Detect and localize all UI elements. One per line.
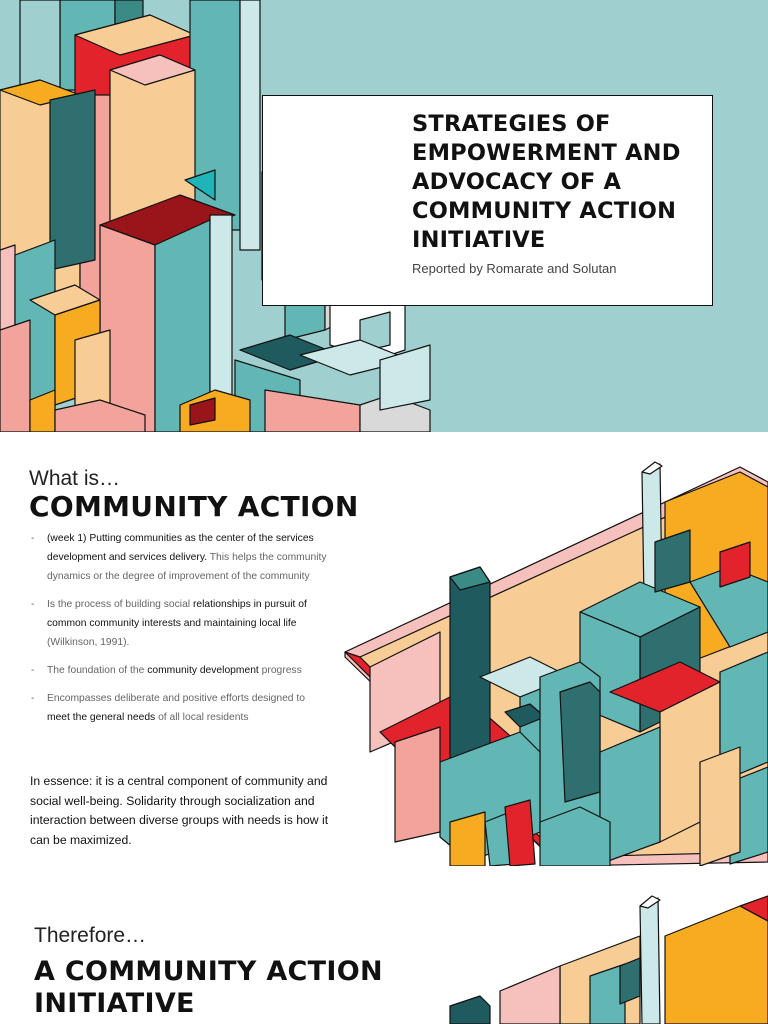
- what-is-label: What is…: [29, 467, 121, 490]
- bullet-text: Is the process of building social: [47, 599, 193, 610]
- bullet-text: Encompasses deliberate and positive efforts designed to: [47, 693, 305, 704]
- bullet-text: (Wilkinson, 1991).: [47, 637, 130, 648]
- list-item: [30, 661, 330, 680]
- initiative-slide: [0, 866, 768, 1024]
- bullet-emphasis: meet the general needs: [47, 712, 156, 723]
- bullet-emphasis: relationships in pursuit of common community interests and maintaining local life: [47, 599, 307, 629]
- bullet-text: This helps the community dynamics or the degree of improvement of the community: [47, 552, 327, 582]
- bullet-text: of all local residents: [155, 712, 249, 723]
- bullet-text: progress: [258, 665, 302, 676]
- community-action-heading: COMMUNITY ACTION: [29, 490, 359, 523]
- title-card: [262, 95, 713, 306]
- bullet-emphasis: (week 1) Putting communities as the center of the services development and services delivery.: [47, 533, 314, 563]
- list-item: [30, 689, 330, 727]
- initiative-heading-line-2: INITIATIVE: [34, 988, 195, 1019]
- therefore-label: Therefore…: [34, 924, 147, 947]
- essence-paragraph: In essence: it is a central component of community and social well-being. Solidarity through socialization and interaction between diverse groups with needs is how it can be maximized.: [30, 774, 329, 847]
- list-item: [30, 595, 330, 652]
- presentation-subtitle: Reported by Romarate and Solutan: [412, 261, 617, 276]
- definition-list: [30, 529, 330, 736]
- initiative-heading-line-1: A COMMUNITY ACTION: [34, 956, 383, 987]
- list-item: [30, 529, 330, 586]
- community-action-slide: [0, 432, 768, 866]
- title-slide: [0, 0, 768, 432]
- presentation-title: STRATEGIES OF EMPOWERMENT AND ADVOCACY OF A COMMUNITY ACTION INITIATIVE: [412, 111, 681, 253]
- initiative-heading: [34, 956, 383, 1020]
- bullet-text: The foundation of the: [47, 665, 148, 676]
- bullet-emphasis: community development: [147, 665, 259, 676]
